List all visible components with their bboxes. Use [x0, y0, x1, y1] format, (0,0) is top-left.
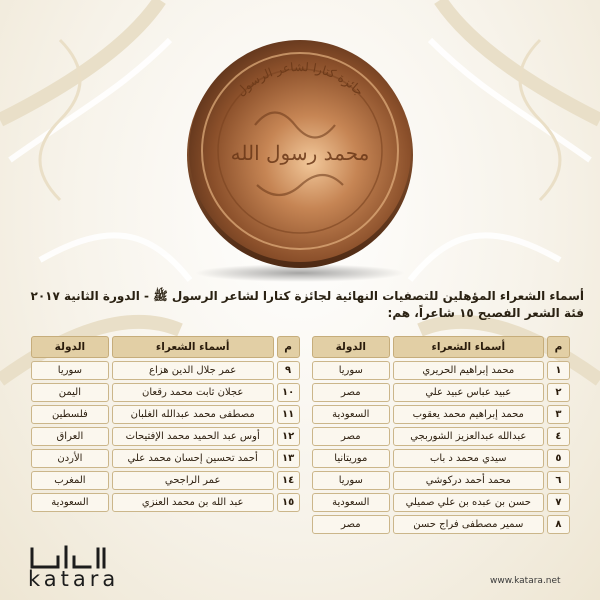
poet-country: الأردن	[31, 449, 109, 468]
medal-center-calligraphy: محمد رسول الله	[230, 141, 370, 165]
table-row	[31, 405, 570, 424]
row-number: ٤	[547, 427, 570, 446]
announcement-heading	[14, 288, 584, 322]
header-country: الدولة	[312, 336, 390, 358]
row-number: ٥	[547, 449, 570, 468]
column-gap	[303, 336, 309, 358]
column-gap	[303, 471, 309, 490]
row-number: ٧	[547, 493, 570, 512]
poet-name: عبدالله عبدالعزيز الشوربجي	[393, 427, 544, 446]
poet-country: مصر	[312, 427, 390, 446]
poet-name: عبد الله بن محمد العنزي	[112, 493, 274, 512]
row-number: ١	[547, 361, 570, 380]
poet-name: سيدي محمد د باب	[393, 449, 544, 468]
empty-cell	[277, 515, 300, 534]
row-number: ١١	[277, 405, 300, 424]
empty-cell	[31, 515, 109, 534]
poet-name: أحمد تحسين إحسان محمد علي	[112, 449, 274, 468]
row-number: ١٣	[277, 449, 300, 468]
poet-country: فلسطين	[31, 405, 109, 424]
poet-country: السعودية	[312, 493, 390, 512]
table-row	[31, 383, 570, 402]
poet-name: أوس عبد الحميد محمد الإفتيحات	[112, 427, 274, 446]
poet-name: عبيد عباس عبيد علي	[393, 383, 544, 402]
header-country: الدولة	[31, 336, 109, 358]
row-number: ٨	[547, 515, 570, 534]
column-gap	[303, 449, 309, 468]
poet-name: عمر الراجحي	[112, 471, 274, 490]
poet-country: سوريا	[312, 471, 390, 490]
poet-name: عمر جلال الدين هزاع	[112, 361, 274, 380]
column-gap	[303, 361, 309, 380]
row-number: ١٢	[277, 427, 300, 446]
poet-country: العراق	[31, 427, 109, 446]
katara-logo	[28, 545, 120, 591]
medal-ring-text: جائزة كتارا لشاعر الرسول	[233, 59, 367, 99]
poet-country: السعودية	[31, 493, 109, 512]
column-gap	[303, 427, 309, 446]
table-row	[31, 361, 570, 380]
column-gap	[303, 405, 309, 424]
header-number: م	[277, 336, 300, 358]
table-header-row	[31, 336, 570, 358]
row-number: ٦	[547, 471, 570, 490]
poet-country: المغرب	[31, 471, 109, 490]
poet-country: موريتانيا	[312, 449, 390, 468]
table-row	[31, 471, 570, 490]
poet-country: السعودية	[312, 405, 390, 424]
heading-title: أسماء الشعراء المؤهلين للتصفيات النهائية لجائزة كتارا لشاعر الرسول ﷺ - الدورة الثانية ٢٠١٧	[30, 289, 584, 303]
header-number: م	[547, 336, 570, 358]
poet-name: عجلان ثابت محمد رقعان	[112, 383, 274, 402]
poet-name: محمد إبراهيم محمد يعقوب	[393, 405, 544, 424]
poets-table	[28, 333, 573, 537]
poet-name: سمير مصطفى فراج حسن	[393, 515, 544, 534]
poet-name: حسن بن عبده بن علي صميلي	[393, 493, 544, 512]
row-number: ١٠	[277, 383, 300, 402]
row-number: ٩	[277, 361, 300, 380]
empty-cell	[112, 515, 274, 534]
table-row	[31, 449, 570, 468]
column-gap	[303, 515, 309, 534]
award-medal-emblem	[185, 15, 415, 283]
row-number: ١٥	[277, 493, 300, 512]
header-poets: أسماء الشعراء	[393, 336, 544, 358]
poet-country: مصر	[312, 515, 390, 534]
poet-country: سوريا	[312, 361, 390, 380]
katara-latin-logotype: katara	[28, 567, 120, 591]
header-poets: أسماء الشعراء	[112, 336, 274, 358]
website-url[interactable]: www.katara.net	[490, 576, 561, 586]
poet-country: مصر	[312, 383, 390, 402]
poet-name: محمد إبراهيم الحريري	[393, 361, 544, 380]
poet-name: مصطفى محمد عبدالله الغلبان	[112, 405, 274, 424]
table-row	[31, 493, 570, 512]
poet-country: سوريا	[31, 361, 109, 380]
table-row	[31, 427, 570, 446]
row-number: ٣	[547, 405, 570, 424]
heading-subtitle: فئة الشعر الفصيح ١٥ شاعراً، هم:	[387, 306, 584, 320]
row-number: ٢	[547, 383, 570, 402]
table-row	[31, 515, 570, 534]
column-gap	[303, 383, 309, 402]
row-number: ١٤	[277, 471, 300, 490]
poet-name: محمد أحمد دركوشي	[393, 471, 544, 490]
column-gap	[303, 493, 309, 512]
poet-country: اليمن	[31, 383, 109, 402]
